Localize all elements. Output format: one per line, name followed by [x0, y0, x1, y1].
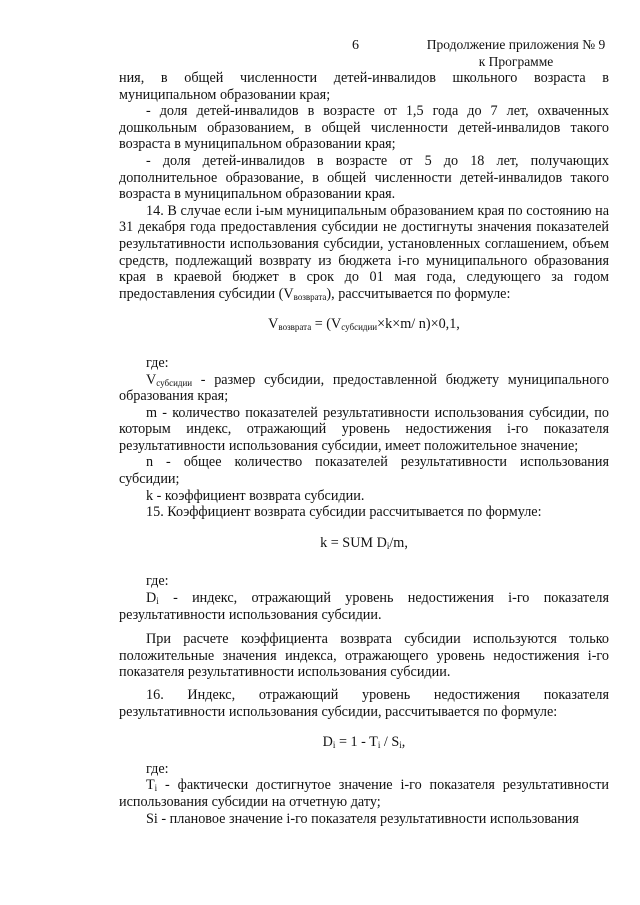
def-v-symbol: V: [146, 371, 157, 388]
document-body: [119, 70, 609, 827]
paragraph-preschool-share: - доля детей-инвалидов в возрасте от 1,5 года до 7 лет, охваченных дошкольным образованием, в общей численности детей-инвалидов такого возраста в муниципальном образовании края;: [119, 103, 609, 153]
definition-m: m - количество показателей результативности использования субсидии, по которым индекс, отражающий уровень недостижения i-го показателя результативности использования субсидии, имеет положительное значение;: [119, 404, 609, 454]
formula-index: [119, 734, 609, 751]
formula-coefficient: [119, 535, 609, 552]
formula3-mid2: / S: [380, 734, 400, 751]
paragraph-16: 16. Индекс, отражающий уровень недостижения показателя результативности использования субсидии, рассчитывается по формуле:: [119, 687, 609, 720]
formula3-sub2: i: [377, 740, 381, 751]
formula-sub-return: возврата: [278, 322, 312, 333]
def-d-symbol: D: [146, 590, 157, 607]
formula3-mid: = 1 - T: [335, 734, 378, 751]
def-v-text: - размер субсидии, предоставленной бюджету муниципального образования края;: [119, 371, 609, 405]
def-t-subscript: i: [154, 783, 158, 794]
definition-d: [119, 590, 609, 623]
where-label-1: где:: [146, 354, 169, 371]
definition-s: Si - плановое значение i-го показателя результативности использования: [146, 810, 579, 827]
paragraph-14-subscript: возврата: [293, 291, 327, 302]
def-t-text: - фактически достигнутое значение i-го показателя результативности использования субсидии на отчетную дату;: [119, 777, 609, 810]
paragraph-14: [119, 203, 609, 303]
definition-t: [119, 777, 609, 810]
paragraph-additional-education-share: - доля детей-инвалидов в возрасте от 5 до 18 лет, получающих дополнительное образование, в общей численности детей-инвалидов такого возраста в муниципальном образовании края.: [119, 152, 609, 203]
continuation-line-1: Продолжение приложения № 9: [426, 37, 606, 52]
formula-return-amount: [119, 316, 609, 333]
continuation-header: [418, 36, 614, 70]
where-label-3: где:: [146, 760, 169, 777]
formula-end: ×k×m/ n)×0,1,: [377, 316, 460, 333]
formula2-b: /m,: [389, 534, 408, 551]
where-label-2: где:: [146, 573, 169, 590]
formula3-sub3: i: [399, 740, 402, 751]
definition-v-subsidy: [119, 372, 609, 405]
def-d-text: - индекс, отражающий уровень недостижения i-го показателя результативности использования субсидии.: [119, 590, 609, 623]
page-number: 6: [352, 38, 359, 53]
formula2-sub: i: [386, 540, 390, 551]
formula2-a: k = SUM D: [320, 534, 387, 551]
definition-k: k - коэффициент возврата субсидии.: [146, 487, 365, 504]
formula3-end: ,: [401, 734, 406, 751]
formula-sub-subsidy: субсидии: [341, 322, 378, 333]
paragraph-positive-values: При расчете коэффициента возврата субсидии используются только положительные значения индекса, отражающего уровень недостижения i-го показателя результативности использования субсидии.: [119, 631, 609, 681]
formula-mid: = (V: [311, 316, 342, 333]
definition-n: n - общее количество показателей результативности использования субсидии;: [119, 454, 609, 488]
formula3-d: D: [322, 734, 333, 751]
formula-v: V: [268, 316, 279, 333]
def-v-subscript: субсидии: [156, 377, 193, 388]
def-d-subscript: i: [156, 596, 159, 607]
paragraph-14-text-b: ), рассчитывается по формуле:: [326, 285, 511, 302]
continuation-line-2: к Программе: [478, 54, 554, 69]
paragraph-continuation: ния, в общей численности детей-инвалидов школьного возраста в муниципальном образовании края;: [119, 70, 609, 103]
paragraph-14-text-a: 14. В случае если i-ым муниципальным образованием края по состоянию на 31 декабря года предоставления субсидии не достигнуты значения показателей результативности использования субсидии, установленных соглашением, объем средств, подлежащий возврату из бюджета i-го муниципального образования края в краевой бюджет в срок до 01 мая года, следующего за годом предоставления субсидии (V: [119, 202, 609, 302]
formula3-sub1: i: [332, 740, 336, 751]
paragraph-15: 15. Коэффициент возврата субсидии рассчитывается по формуле:: [146, 504, 542, 521]
def-t-symbol: T: [146, 777, 155, 794]
